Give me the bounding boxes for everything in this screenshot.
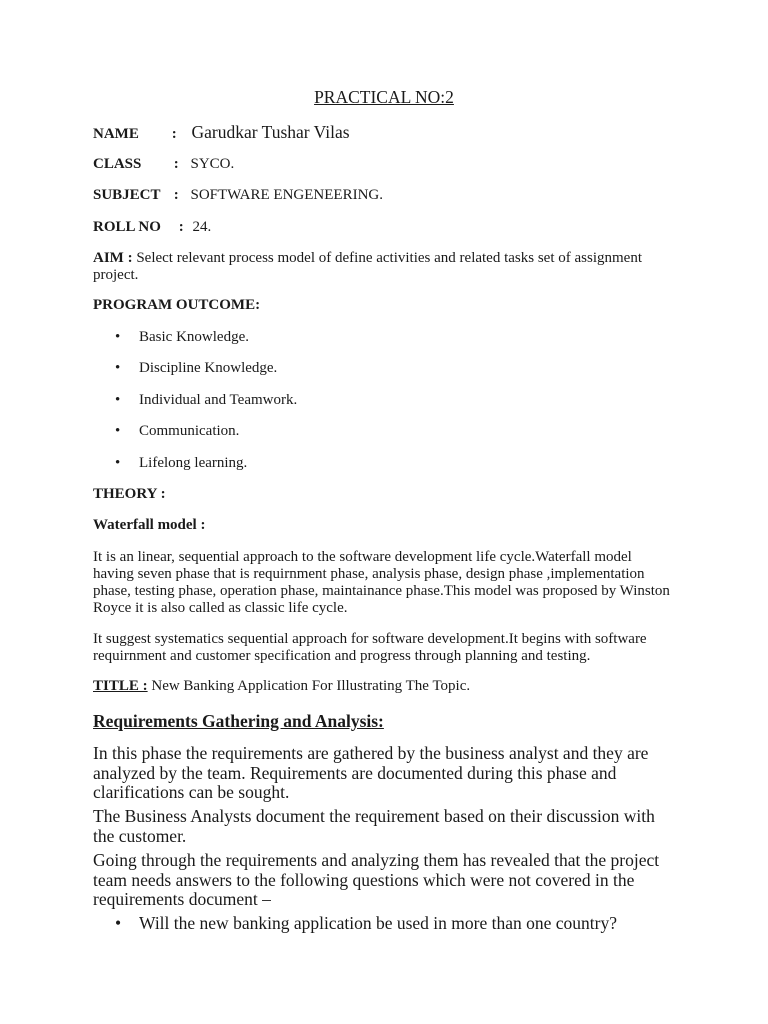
bullet-icon: •: [115, 360, 121, 376]
title-line-text: New Banking Application For Illustrating The Topic.: [151, 678, 471, 694]
bullet-icon: •: [115, 455, 121, 471]
class-separator: :: [173, 156, 179, 172]
requirements-paragraph: The Business Analysts document the requirement based on their discussion with the customer.: [93, 806, 655, 846]
bullet-icon: •: [115, 913, 122, 933]
outcome-item: Basic Knowledge.: [139, 329, 249, 345]
outcome-item: Individual and Teamwork.: [139, 392, 298, 408]
aim-label: AIM :: [93, 250, 133, 266]
class-row: [93, 156, 234, 173]
roll-no-row: [93, 219, 211, 236]
class-value: SYCO.: [190, 156, 235, 172]
subject-label: SUBJECT: [93, 187, 161, 203]
document-title: PRACTICAL NO:2: [314, 87, 454, 107]
outcome-item: Lifelong learning.: [139, 455, 248, 471]
theory-paragraph: It suggest systematics sequential approach for software development.It begins with software requirnment and customer specification and progress through planning and testing.: [93, 631, 647, 664]
bullet-icon: •: [115, 423, 121, 439]
aim-paragraph: [93, 250, 673, 284]
requirements-heading: Requirements Gathering and Analysis:: [93, 711, 384, 731]
requirements-paragraph: In this phase the requirements are gathered by the business analyst and they are analyzed by the team. Requirements are documented during this phase and clarifications can be sought.: [93, 743, 649, 802]
title-line-label: TITLE :: [93, 678, 148, 694]
aim-text: Select relevant process model of define activities and related tasks set of assignment project.: [93, 250, 642, 283]
theory-heading: THEORY :: [93, 486, 166, 502]
bullet-icon: •: [115, 329, 121, 345]
requirements-paragraph: Going through the requirements and analyzing them has revealed that the project team needs answers to the following questions which were not covered in the requirements document –: [93, 850, 660, 909]
question-item: Will the new banking application be used in more than one country?: [139, 913, 617, 933]
outcome-item: Communication.: [139, 423, 240, 439]
outcome-item: Discipline Knowledge.: [139, 360, 278, 376]
name-separator: :: [171, 126, 177, 142]
roll-no-label: ROLL NO: [93, 219, 161, 235]
program-outcome-heading: PROGRAM OUTCOME:: [93, 297, 261, 313]
waterfall-subheading: Waterfall model :: [93, 517, 206, 533]
bullet-icon: •: [115, 392, 121, 408]
subject-row: [93, 187, 383, 204]
theory-paragraph: It is an linear, sequential approach to the software development life cycle.Waterfall model having seven phase that is requirnment phase, analysis phase, design phase ,implementation phase, testing phase, operation phase, maintainance phase.This model was proposed by Winston Royce it is also called as classic life cycle.: [93, 549, 670, 616]
class-label: CLASS: [93, 156, 142, 172]
name-row: [93, 124, 350, 143]
roll-no-value: 24.: [192, 219, 212, 235]
name-label: NAME: [93, 126, 139, 142]
name-value: Garudkar Tushar Vilas: [191, 122, 350, 142]
roll-no-separator: :: [178, 219, 184, 235]
title-line: [93, 678, 470, 695]
subject-value: SOFTWARE ENGENEERING.: [190, 187, 383, 203]
subject-separator: :: [173, 187, 179, 203]
